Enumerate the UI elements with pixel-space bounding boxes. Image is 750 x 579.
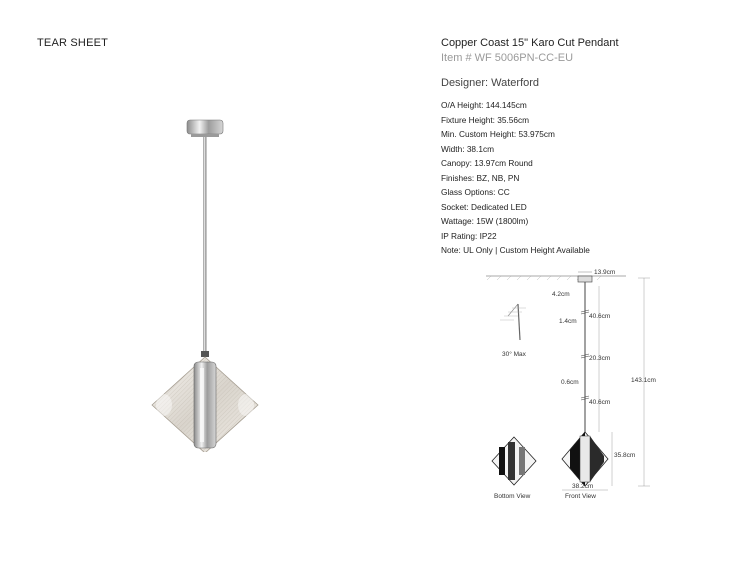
dimension-drawing — [486, 264, 676, 509]
canopy-drawing — [578, 276, 592, 282]
spec-list — [441, 98, 590, 258]
product-title: Copper Coast 15" Karo Cut Pendant — [441, 37, 619, 49]
canopy-drop-label: 4.2cm — [552, 291, 570, 298]
item-number: Item # WF 5006PN-CC-EU — [441, 52, 574, 64]
overall-height-label: 143.1cm — [631, 377, 656, 384]
spec-note: Note: UL Only | Custom Height Available — [441, 245, 590, 255]
rod — [203, 137, 207, 352]
swivel-detail — [500, 304, 526, 340]
sheet-label: TEAR SHEET — [37, 37, 109, 49]
gap-2-label: 0.6cm — [561, 379, 579, 386]
spec-oa-height: O/A Height: 144.145cm — [441, 100, 527, 110]
spec-ip-rating: IP Rating: IP22 — [441, 230, 497, 241]
spec-socket: Socket: Dedicated LED — [441, 201, 527, 212]
swivel-label: 30° Max — [502, 351, 526, 358]
canopy-width-label: 13.9cm — [594, 269, 616, 276]
bottom-view-label: Bottom View — [494, 493, 531, 500]
spec-width: Width: 38.1cm — [441, 143, 495, 154]
canopy — [187, 120, 223, 134]
fixture-height-label: 35.8cm — [614, 452, 636, 459]
gap-1-label: 1.4cm — [559, 318, 577, 325]
designer-name: Designer: Waterford — [441, 77, 540, 89]
fixture-width-label: 38.2cm — [572, 483, 594, 490]
spec-fixture-height: Fixture Height: 35.56cm — [441, 114, 530, 125]
rod-1-label: 40.6cm — [589, 313, 611, 320]
rod-2-label: 20.3cm — [589, 355, 611, 362]
front-view-label: Front View — [565, 493, 596, 500]
rod-3-label: 40.6cm — [589, 399, 611, 406]
spec-min-custom-height: Min. Custom Height: 53.975cm — [441, 129, 555, 139]
spec-glass-options: Glass Options: CC — [441, 187, 510, 197]
spec-finishes: Finishes: BZ, NB, PN — [441, 172, 520, 183]
spec-wattage: Wattage: 15W (1800lm) — [441, 216, 529, 226]
spec-canopy: Canopy: 13.97cm Round — [441, 158, 533, 168]
chrome-band — [194, 362, 216, 448]
pendant-product-image — [130, 112, 290, 452]
